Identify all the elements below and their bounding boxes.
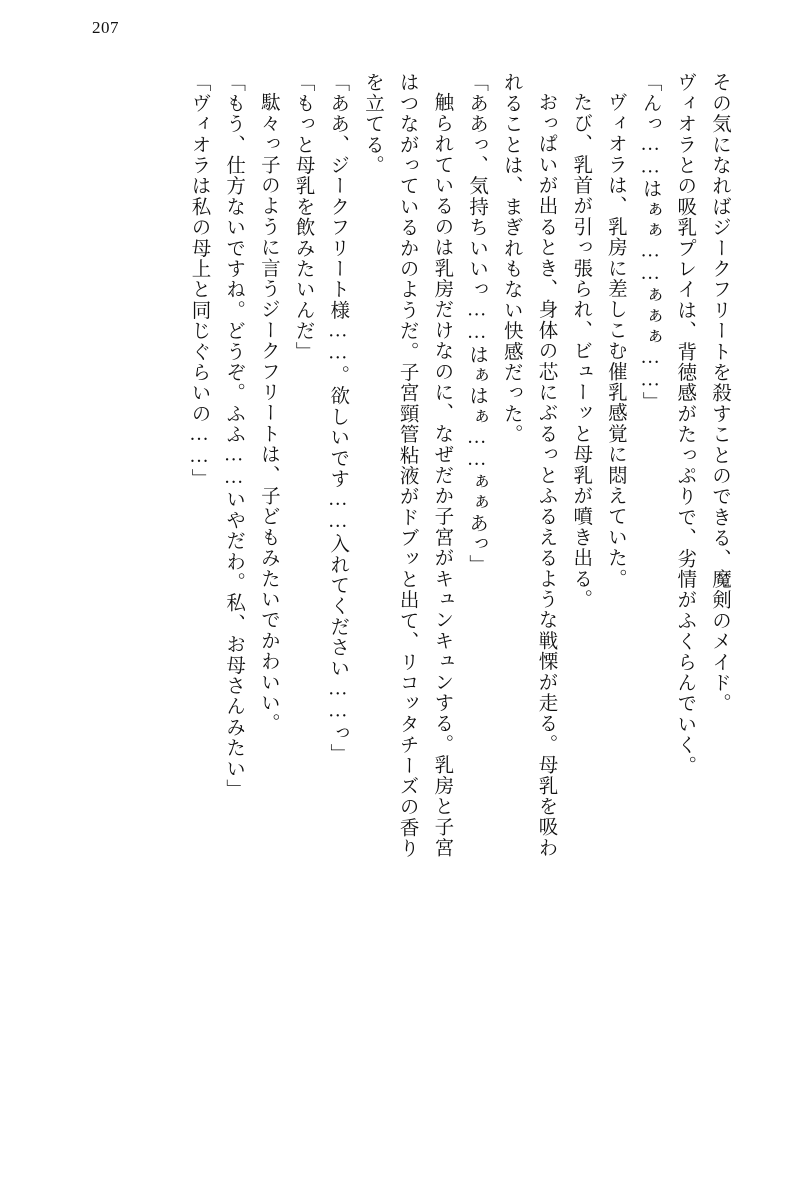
paragraph: ヴィオラは、乳房に差しこむ催乳感覚に悶えていた。 <box>604 91 626 589</box>
paragraph: ヴィオラとの吸乳プレイは、背徳感がたっぷりで、劣情がふくらんでいく。 <box>674 72 696 776</box>
page-body-text <box>56 72 736 1082</box>
page-number: 207 <box>92 18 119 37</box>
paragraph: 「ああっ、気持ちいいっ……はぁはぁ……ぁぁあっ」 <box>466 72 488 575</box>
paragraph: れることは、まぎれもない快感だった。 <box>500 72 522 445</box>
paragraph: たび、乳首が引っ張られ、ビューッと母乳が噴き出る。 <box>570 91 592 609</box>
paragraph: を立てる。 <box>361 72 383 176</box>
paragraph: 駄々っ子のように言うジークフリートは、子どもみたいでかわいい。 <box>257 91 279 734</box>
paragraph: おっぱいが出るとき、身体の芯にぶるっとふるえるような戦慄が走る。母乳を吸わ <box>535 91 557 858</box>
paragraph: その気になればジークフリートを殺すことのできる、魔剣のメイド。 <box>709 72 730 714</box>
paragraph: 「ああ、ジークフリート様……。欲しいです……入れてください……っ」 <box>327 72 349 765</box>
paragraph: 触られているのは乳房だけなのに、なぜだか子宮がキュンキュンする。乳房と子宮 <box>431 91 453 858</box>
paragraph: 「もう、仕方ないですね。どうぞ。ふふ……いやだわ。私、お母さんみたい」 <box>223 72 245 800</box>
paragraph: 「ヴィオラは私の母上と同じぐらいの……」 <box>188 72 210 489</box>
paragraph: はつながっているかのようだ。子宮頸管粘液がドブッと出て、リコッタチーズの香り <box>396 72 418 859</box>
paragraph: 「もっと母乳を飲みたいんだ」 <box>292 72 314 362</box>
paragraph: 「んっ……はぁぁ……ぁぁぁ……」 <box>639 72 661 413</box>
